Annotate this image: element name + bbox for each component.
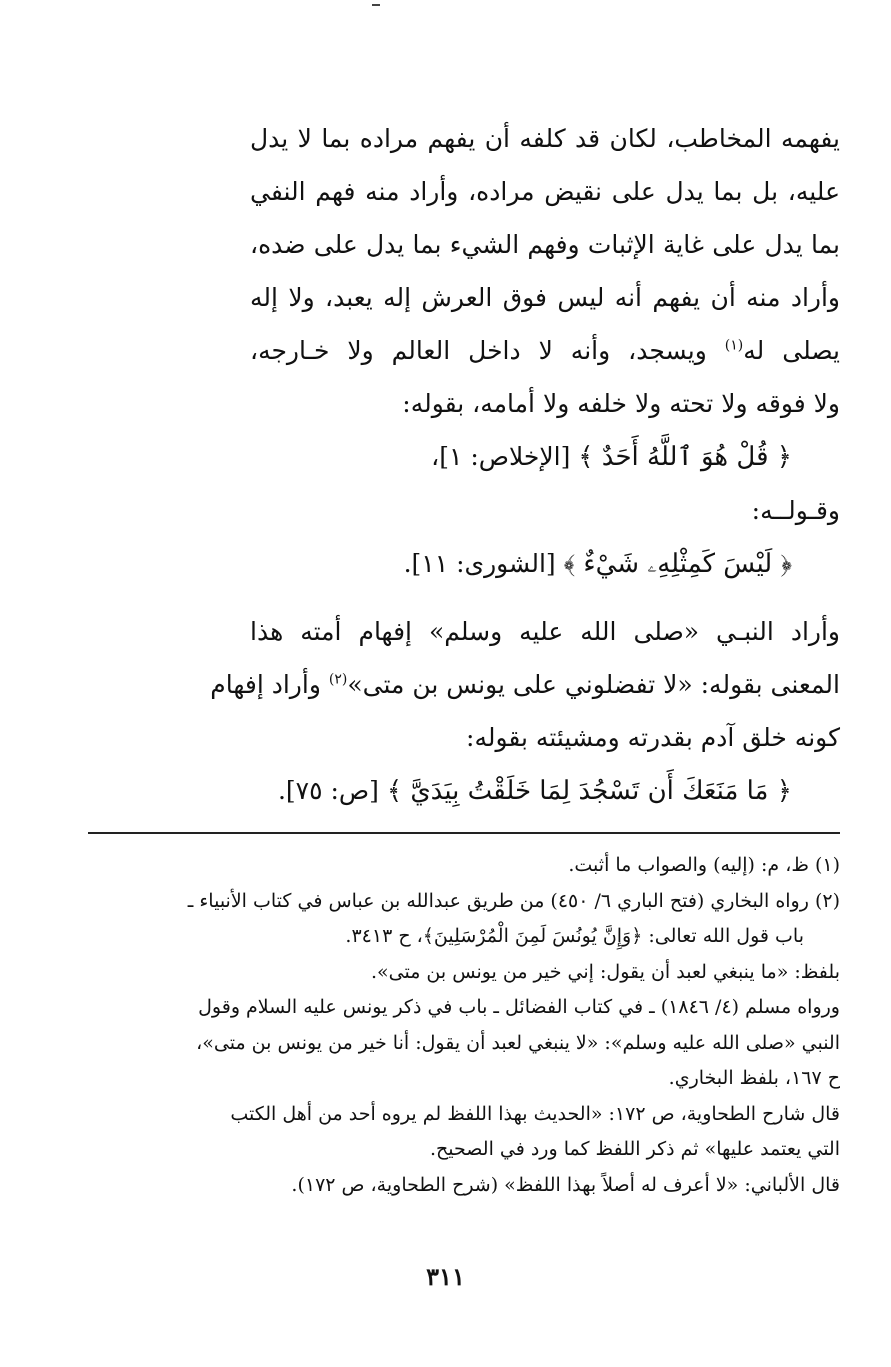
footnote-ref-2[interactable]: (٢) <box>328 671 348 688</box>
footnote-line: (٢) رواه البخاري (فتح الباري ٦/ ٤٥٠) من طريق عبدالله بن عباس في كتاب الأنبياء ـ <box>187 889 840 912</box>
paragraph-gap <box>250 591 840 605</box>
footnote-line: التي يعتمد عليها» ثم ذكر اللفظ كما ورد في الصحيح. <box>430 1138 840 1160</box>
quran-quote-1 <box>250 430 840 484</box>
text-line <box>250 324 840 377</box>
text-line <box>210 658 840 711</box>
ayah-text: ﴿ لَيْسَ كَمِثْلِهِۦ شَيْءٌ ﴾ <box>563 549 792 579</box>
text-line: كونه خلق آدم بقدرته ومشيئته بقوله: <box>466 723 840 752</box>
text-line: يفهمه المخاطب، لكان قد كلفه أن يفهم مراده بما لا يدل <box>250 124 840 153</box>
text-line: وأراد النبـي «صلى الله عليه وسلم» إفهام أمته هذا <box>250 617 840 646</box>
footnote-line: النبي «صلى الله عليه وسلم»: «لا ينبغي لعبد أن يقول: أنا خير من يونس بن متى»، <box>196 1031 840 1054</box>
text-line: عليه، بل بما يدل على نقيض مراده، وأراد منه فهم النفي <box>250 177 840 206</box>
main-text <box>210 112 841 818</box>
text-fragment: وأراد إفهام <box>210 670 321 699</box>
footnote-line: ورواه مسلم (٤/ ١٨٤٦) ـ في كتاب الفضائل ـ باب في ذكر يونس عليه السلام وقول <box>198 996 840 1018</box>
text-fragment: المعنى بقوله: «لا تفضلوني على يونس بن متى» <box>347 670 840 699</box>
footnote-line: قال شارح الطحاوية، ص ١٧٢: «الحديث بهذا اللفظ لم يروه أحد من أهل الكتب <box>230 1102 840 1125</box>
text-fragment: ويسجد، وأنه لا داخل العالم ولا خـارجه، <box>250 336 707 365</box>
footnote-separator <box>88 832 840 834</box>
footnote-line: باب قول الله تعالى: ﴿وَإِنَّ يُونُسَ لَمِنَ الْمُرْسَلِينَ﴾، ح ٣٤١٣. <box>345 925 804 947</box>
text-line: ولا فوقه ولا تحته ولا خلفه ولا أمامه، بقوله: <box>402 389 840 418</box>
ayah-reference: [الشورى: ١١]. <box>403 549 556 578</box>
ayah-reference: [الإخلاص: ١]، <box>431 442 571 471</box>
top-mark <box>372 4 380 6</box>
quran-quote-2 <box>250 537 840 591</box>
footnote-line: قال الألباني: «لا أعرف له أصلاً بهذا اللفظ» (شرح الطحاوية، ص ١٧٢). <box>291 1173 840 1196</box>
ayah-text: ﴿ مَا مَنَعَكَ أَن تَسْجُدَ لِمَا خَلَقْتُ بِيَدَيَّ ﴾ <box>386 776 792 806</box>
footnote-line: بلفظ: «ما ينبغي لعبد أن يقول: إني خير من يونس بن متى». <box>370 960 840 983</box>
text-line: بما يدل على غاية الإثبات وفهم الشيء بما يدل على ضده، <box>250 230 840 259</box>
transition-text: وقـولــه: <box>751 496 840 525</box>
footnote-line: (١) ظ، م: (إليه) والصواب ما أثبت. <box>568 854 840 876</box>
text-fragment: يصلى له <box>743 336 841 365</box>
ayah-text: ﴿ قُلْ هُوَ ٱللَّهُ أَحَدٌ ﴾ <box>578 442 792 472</box>
footnote-line: ح ١٦٧، بلفظ البخاري. <box>668 1067 840 1089</box>
footnotes <box>88 848 840 1203</box>
text-line: وأراد منه أن يفهم أنه ليس فوق العرش إله يعبد، ولا إله <box>250 283 840 312</box>
page-number: ٣١١ <box>426 1262 465 1291</box>
ayah-reference: [ص: ٧٥]. <box>277 776 379 805</box>
quran-quote-3 <box>250 764 840 818</box>
footnote-ref-1[interactable]: (١) <box>724 337 744 354</box>
